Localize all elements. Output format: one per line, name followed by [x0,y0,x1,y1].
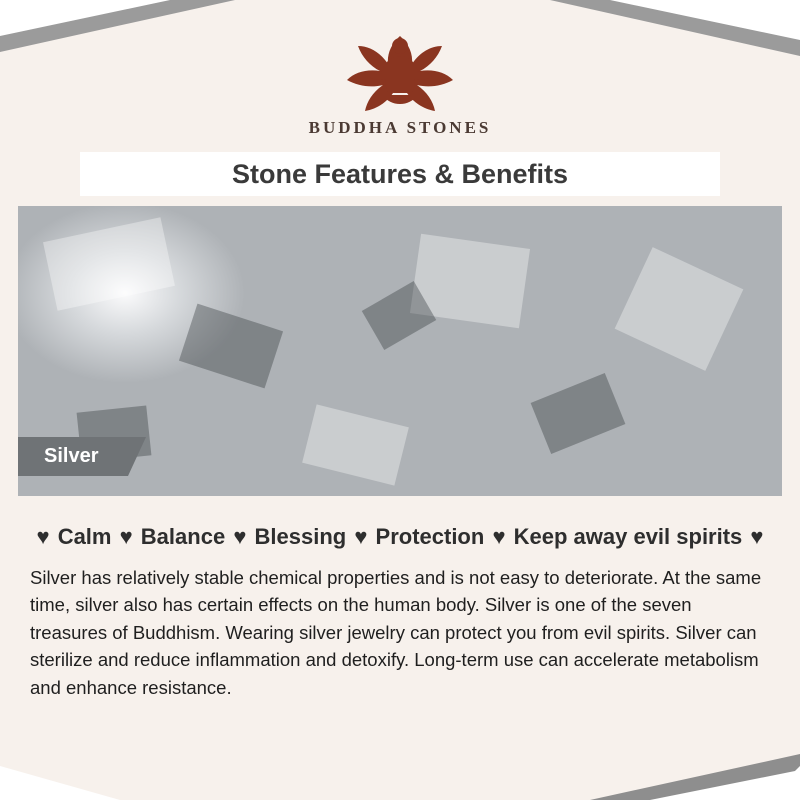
heart-icon: ♥ [492,524,506,549]
heart-icon: ♥ [354,524,368,549]
benefit-item-balance: Balance [140,524,226,549]
heart-icon: ♥ [233,524,247,549]
benefit-item-keep-away-evil-spirits: Keep away evil spirits [513,524,743,549]
benefits-line [24,524,776,550]
corner-bottom-left [0,766,34,800]
benefit-item-calm: Calm [57,524,112,549]
heart-icon: ♥ [36,524,50,549]
image-caption-label: Silver [44,445,99,467]
brand-header [0,0,800,138]
hero-image [18,206,782,496]
benefit-item-blessing: Blessing [254,524,347,549]
corner-bottom-right [766,766,800,800]
page-title: Stone Features & Benefits [231,158,569,189]
brand-name: BUDDHA STONES [308,118,492,137]
title-band [80,152,720,196]
benefit-item-protection: Protection [375,524,485,549]
heart-icon: ♥ [750,524,764,549]
heart-icon: ♥ [119,524,133,549]
corner-top-left [0,0,34,34]
lotus-meditation-figure-icon [325,22,475,114]
corner-top-right [766,0,800,34]
description-text: Silver has relatively stable chemical properties and is not easy to deteriorate. At the same time, silver also has certain effects on the human body. Silver is one of the seven treasures of Buddhism. Wearing silver jewelry can protect you from evil spirits. Silver can sterilize and reduce inflammation and detoxify. Long-term use can accelerate metabolism and enhance resistance. [30,567,762,698]
image-caption-tab [18,437,128,476]
